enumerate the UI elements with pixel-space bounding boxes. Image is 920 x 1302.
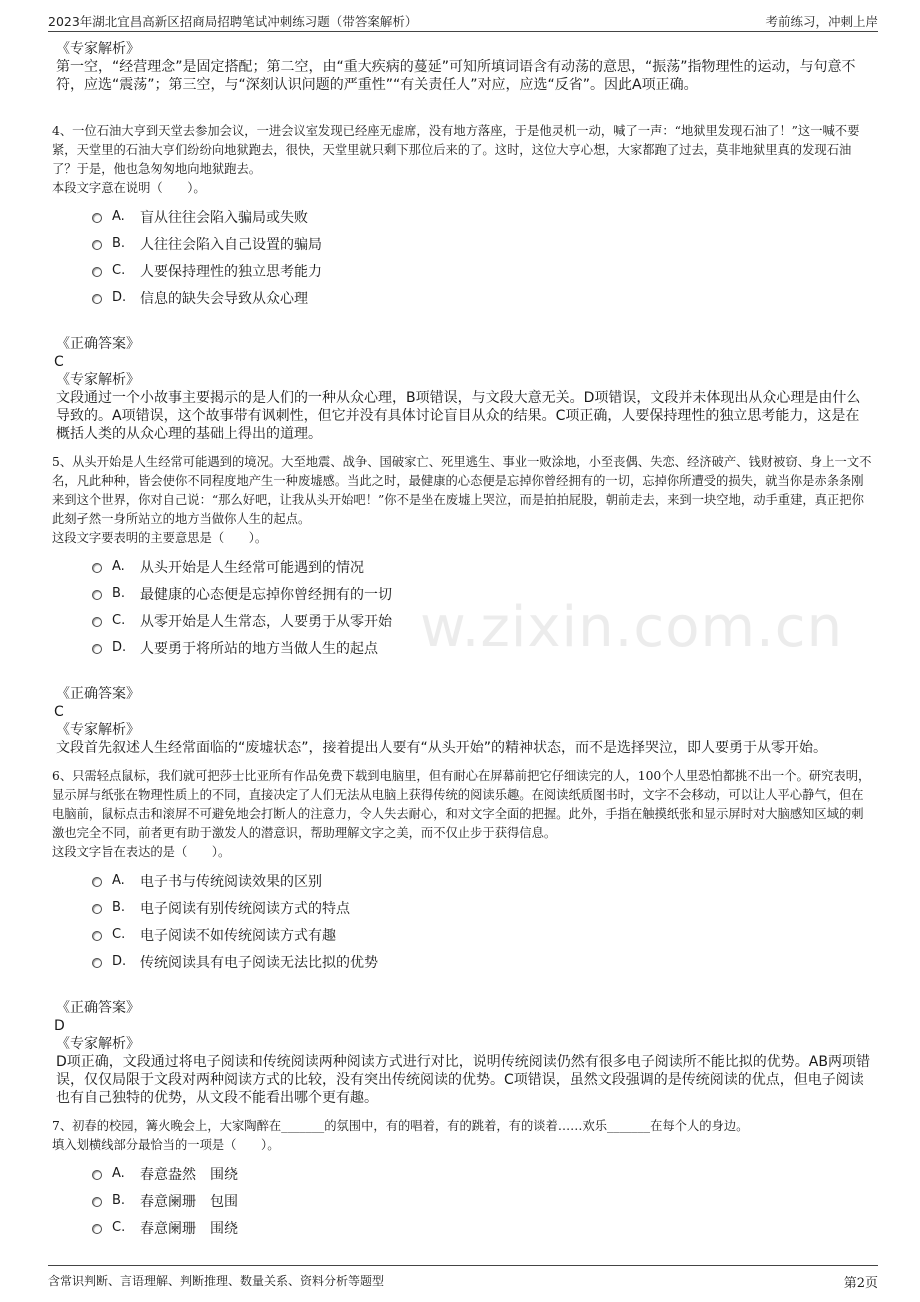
radio-icon[interactable] [92,958,102,968]
radio-icon[interactable] [92,294,102,304]
header-divider [48,31,878,32]
radio-icon[interactable] [92,644,102,654]
correct-answer: C [54,354,64,370]
watermark: w.zixin.com.cn [420,595,844,660]
question-4-stem: 本段文字意在说明（ ）。 [52,181,206,195]
radio-icon[interactable] [92,877,102,887]
option-b[interactable]: B. 人往往会陷入自己设置的骗局 [92,230,872,257]
expert-analysis: 文段首先叙述人生经常面临的“废墟状态”，接着提出人要有“从头开始”的精神状态，而不是选择哭泣，即人要勇于从零开始。 [56,740,828,756]
question-6-options [92,867,872,975]
radio-icon[interactable] [92,1224,102,1234]
option-b[interactable]: B. 春意阑珊 包围 [92,1187,872,1214]
correct-answer-label: 《正确答案》 [56,686,140,702]
question-4-text: 4、一位石油大亨到天堂去参加会议，一进会议室发现已经座无虚席，没有地方落座，于是他灵机一动，喊了一声：“地狱里发现石油了！”这一喊不要紧，天堂里的石油大亨们纷纷向地狱跑去，很快，天堂里就只剩下那位后来的了。这时，这位大亨心想，大家都跑了过去，莫非地狱里真的发现石油了？于是，他也急匆匆地向地狱跑去。 [52,124,860,176]
expert-analysis: D项正确，文段通过将电子阅读和传统阅读两种阅读方式进行对比，说明传统阅读仍然有很多电子阅读所不能比拟的优势。AB两项错误，仅仅局限于文段对两种阅读方式的比较，没有突出传统阅读的优势。C项错误，虽然文段强调的是传统阅读的优点，但电子阅读也有自己独特的优势，从文段不能看出哪个更有趣。 [56,1054,870,1106]
expert-label: 《专家解析》 [56,1036,140,1052]
radio-icon[interactable] [92,904,102,914]
header-tagline: 考前练习，冲刺上岸 [765,14,878,29]
expert-analysis: 文段通过一个小故事主要揭示的是人们的一种从众心理，B项错误，与文段大意无关。D项错误，文段并未体现出从众心理是由什么导致的。A项错误，这个故事带有讽刺性，但它并没有具体讨论盲目从众的结果。C项正确，人要保持理性的独立思考能力，这是在概括人类的从众心理的基础上得出的道理。 [56,390,861,442]
document-body [52,40,872,1241]
question-7-options [92,1160,872,1241]
radio-icon[interactable] [92,240,102,250]
radio-icon[interactable] [92,931,102,941]
option-c[interactable]: C. 电子阅读不如传统阅读方式有趣 [92,921,872,948]
question-7-text: 7、初春的校园，篝火晚会上，大家陶醉在_______的氛围中，有的唱着，有的跳着，有的谈着……欢乐_______在每个人的身边。 [52,1119,749,1133]
radio-icon[interactable] [92,617,102,627]
radio-icon[interactable] [92,590,102,600]
correct-answer-label: 《正确答案》 [56,1000,140,1016]
option-a[interactable]: A. 电子书与传统阅读效果的区别 [92,867,872,894]
question-4-options [92,203,872,311]
footer-divider [48,1265,878,1266]
question-5-stem: 这段文字要表明的主要意思是（ ）。 [52,531,268,545]
option-a[interactable]: A. 盲从往往会陷入骗局或失败 [92,203,872,230]
option-b[interactable]: B. 电子阅读有别传统阅读方式的特点 [92,894,872,921]
question-5-options [92,553,872,661]
option-a[interactable]: A. 从头开始是人生经常可能遇到的情况 [92,553,872,580]
page-number: 第2页 [843,1276,878,1291]
option-d[interactable]: D. 传统阅读具有电子阅读无法比拟的优势 [92,948,872,975]
correct-answer: C [54,704,64,720]
option-d[interactable]: D. 信息的缺失会导致从众心理 [92,284,872,311]
correct-answer-label: 《正确答案》 [56,336,140,352]
expert-label: 《专家解析》 [56,372,140,388]
expert-label: 《专家解析》 [56,722,140,738]
question-7-stem: 填入划横线部分最恰当的一项是（ ）。 [52,1138,280,1152]
radio-icon[interactable] [92,213,102,223]
question-6-stem: 这段文字旨在表达的是（ ）。 [52,845,231,859]
expert-analysis: 第一空，“经营理念”是固定搭配；第二空，由“重大疾病的蔓延”可知所填词语含有动荡的意思，“振荡”指物理性的运动，与句意不符，应选“震荡”；第三空，与“深刻认识问题的严重性”“有关责任人”对应，应选“反省”。因此A项正确。 [56,59,856,93]
page-header [48,10,878,32]
footer-description: 含常识判断、言语理解、判断推理、数量关系、资料分析等题型 [48,1274,385,1288]
expert-label: 《专家解析》 [56,41,140,57]
radio-icon[interactable] [92,1197,102,1207]
option-d[interactable]: D. 人要勇于将所站的地方当做人生的起点 [92,634,872,661]
radio-icon[interactable] [92,267,102,277]
option-b[interactable]: B. 最健康的心态便是忘掉你曾经拥有的一切 [92,580,872,607]
radio-icon[interactable] [92,1170,102,1180]
correct-answer: D [54,1018,65,1034]
option-c[interactable]: C. 从零开始是人生常态，人要勇于从零开始 [92,607,872,634]
document-title: 2023年湖北宜昌高新区招商局招聘笔试冲刺练习题（带答案解析） [48,14,418,29]
question-6-text: 6、只需轻点鼠标，我们就可把莎士比亚所有作品免费下载到电脑里，但有耐心在屏幕前把它仔细读完的人，100个人里恐怕都挑不出一个。研究表明，显示屏与纸张在物理性质上的不同，直接决定了人们无法从电脑上获得传统的阅读乐趣。在阅读纸质图书时，文字不会移动，可以让人平心静气，但在电脑前，鼠标点击和滚屏不可避免地会打断人的注意力，令人失去耐心，和对文字全面的把握。此外，手指在触摸纸张和显示屏时对大脑感知区域的刺激也完全不同，前者更有助于激发人的潜意识，帮助理解文字之美，而不仅止步于获得信息。 [52,769,871,840]
option-c[interactable]: C. 春意阑珊 围绕 [92,1214,872,1241]
radio-icon[interactable] [92,563,102,573]
option-a[interactable]: A. 春意盎然 围绕 [92,1160,872,1187]
question-5-text: 5、从头开始是人生经常可能遇到的境况。大至地震、战争、国破家亡、死里逃生、事业一败涂地，小至丧偶、失恋、经济破产、钱财被窃、身上一文不名，凡此种种，皆会使你不同程度地产生一种废墟感。当此之时，最健康的心态便是忘掉你曾经拥有的一切，忘掉你所遭受的损失，就当你是赤条条刚来到这个世界，你对自己说：“那么好吧，让我从头开始吧！”你不是坐在废墟上哭泣，而是拍拍屁股，朝前走去，来到一块空地，动手重建，真正把你此刻孑然一身所站立的地方当做你人生的起点。 [52,455,872,526]
option-c[interactable]: C. 人要保持理性的独立思考能力 [92,257,872,284]
